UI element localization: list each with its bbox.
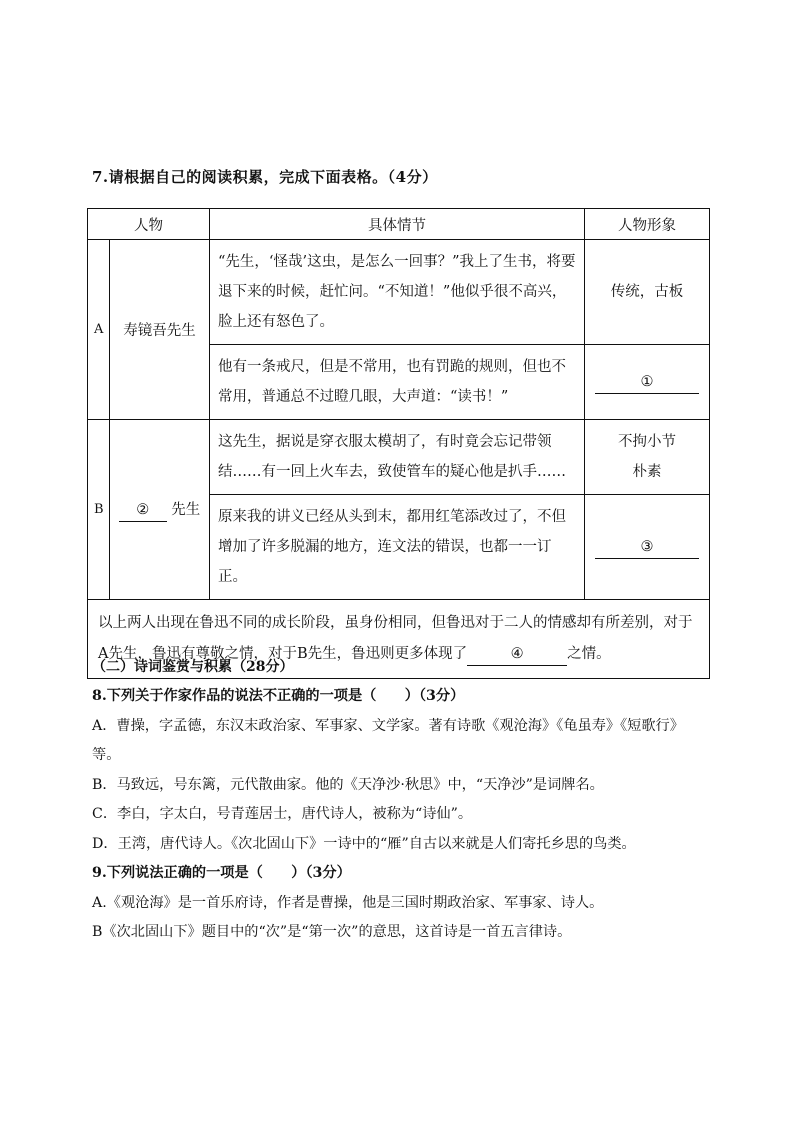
row-b-image-1 — [585, 420, 710, 495]
row-b-image-line-1: 不拘小节 — [618, 434, 676, 450]
summary-text-pre: 以上两人出现在鲁迅不同的成长阶段，虽身份相同，但鲁迅对于二人的情感却有所差别，对于A先生，鲁迅有尊敬之情，对于B先生，鲁迅则更多体现了 — [98, 615, 693, 662]
row-a-label: A — [88, 240, 110, 420]
row-b-image-line-2: 朴素 — [632, 464, 662, 480]
question-9-option-a: A.《观沧海》是一首乐府诗，作者是曹操，他是三国时期政治家、军事家、诗人。 — [92, 894, 604, 911]
answer-blank-1[interactable]: ① — [595, 371, 699, 394]
question-8-option-b: B．马致远，号东篱，元代散曲家。他的《天净沙·秋思》中，“天净沙”是词牌名。 — [92, 776, 604, 793]
row-a-name: 寿镜吾先生 — [110, 240, 210, 420]
header-image: 人物形象 — [585, 209, 710, 240]
question-list — [92, 682, 707, 948]
row-b-plot-2: 原来我的讲义已经从头到末，都用红笔添改过了，不但增加了许多脱漏的地方，连文法的错误，也都一一订正。 — [210, 495, 585, 600]
row-a-image-2 — [585, 345, 710, 420]
section-heading: （二）诗词鉴赏与积累（28分） — [92, 659, 294, 675]
character-table — [87, 208, 710, 679]
row-b-plot-1: 这先生，据说是穿衣服太模胡了，有时竟会忘记带领结……有一回上火车去，致使管车的疑心他是扒手…… — [210, 420, 585, 495]
question-8-option-c: C．李白，字太白，号青莲居士，唐代诗人，被称为“诗仙”。 — [92, 806, 473, 822]
table-header-row — [88, 209, 710, 240]
row-a-image-1: 传统，古板 — [585, 240, 710, 345]
question-7-title: 7.请根据自己的阅读积累，完成下面表格。（4分） — [92, 168, 438, 186]
answer-blank-3[interactable]: ③ — [595, 536, 699, 559]
table-row — [88, 240, 710, 345]
row-a-plot-2: 他有一条戒尺，但是不常用，也有罚跪的规则，但也不常用，普通总不过瞪几眼，大声道：“读书！” — [210, 345, 585, 420]
answer-blank-2[interactable]: ② — [119, 499, 167, 522]
table-row — [88, 420, 710, 495]
question-8-stem: 8.下列关于作家作品的说法不正确的一项是（ ）（3分） — [92, 688, 465, 704]
row-b-name — [110, 420, 210, 600]
question-8-option-d: D．王湾，唐代诗人。《次北固山下》一诗中的“雁”自古以来就是人们寄托乡思的鸟类。 — [92, 835, 636, 852]
question-8-option-a: A．曹操，字孟德，东汉末政治家、军事家、文学家。著有诗歌《观沧海》《龟虽寿》《短歌行》等。 — [92, 717, 684, 763]
header-character: 人物 — [88, 209, 210, 240]
question-9-stem: 9.下列说法正确的一项是（ ）（3分） — [92, 865, 351, 881]
header-plot: 具体情节 — [210, 209, 585, 240]
row-b-name-suffix: 先生 — [171, 501, 201, 518]
question-9-option-b: B《次北固山下》题目中的“次”是“第一次”的意思，这首诗是一首五言律诗。 — [92, 924, 572, 940]
summary-text-post: 之情。 — [567, 646, 611, 662]
row-b-label: B — [88, 420, 110, 600]
row-a-plot-1: “先生，‘怪哉’这虫，是怎么一回事？”我上了生书，将要退下来的时候，赶忙问。“不知道！”他似乎很不高兴，脸上还有怒色了。 — [210, 240, 585, 345]
row-b-image-2 — [585, 495, 710, 600]
answer-blank-4[interactable]: ④ — [467, 643, 567, 666]
